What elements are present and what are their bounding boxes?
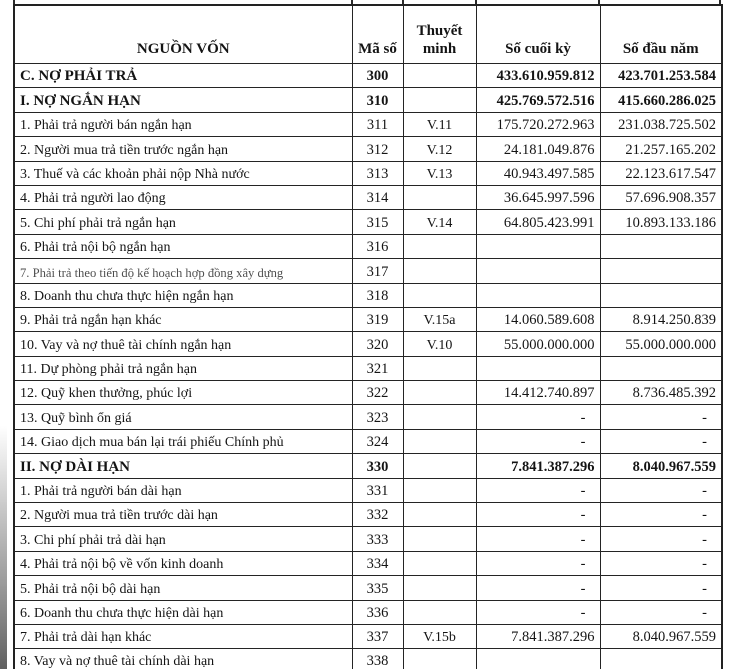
row-label: 6. Doanh thu chưa thực hiện dài hạn xyxy=(14,600,352,624)
row-end-value: 14.060.589.608 xyxy=(476,307,600,331)
table-row xyxy=(14,161,722,185)
row-note xyxy=(403,454,476,478)
row-label: 7. Phải trả dài hạn khác xyxy=(14,624,352,648)
row-note xyxy=(403,527,476,551)
row-begin-value xyxy=(600,283,722,307)
row-label: 13. Quỹ bình ổn giá xyxy=(14,405,352,429)
row-label: 8. Vay và nợ thuê tài chính dài hạn xyxy=(14,649,352,669)
row-code: 315 xyxy=(352,210,403,234)
row-end-value: - xyxy=(476,576,600,600)
row-label: 5. Chi phí phải trả ngắn hạn xyxy=(14,210,352,234)
row-begin-value: 55.000.000.000 xyxy=(600,332,722,356)
row-note: V.12 xyxy=(403,137,476,161)
row-end-value: 24.181.049.876 xyxy=(476,137,600,161)
row-note xyxy=(403,576,476,600)
row-begin-value xyxy=(600,234,722,258)
table-row xyxy=(14,454,722,478)
row-begin-value: - xyxy=(600,429,722,453)
row-label: C. NỢ PHẢI TRẢ xyxy=(14,64,352,88)
table-row xyxy=(14,576,722,600)
row-label: 4. Phải trả người lao động xyxy=(14,185,352,209)
header-account: NGUỒN VỐN xyxy=(14,5,352,64)
row-end-value: - xyxy=(476,405,600,429)
row-code: 321 xyxy=(352,356,403,380)
row-begin-value: 8.914.250.839 xyxy=(600,307,722,331)
row-code: 333 xyxy=(352,527,403,551)
row-begin-value: 231.038.725.502 xyxy=(600,112,722,136)
row-label: 11. Dự phòng phải trả ngắn hạn xyxy=(14,356,352,380)
row-label: 7. Phải trả theo tiến độ kế hoạch hợp đồng xây dựng xyxy=(14,259,352,283)
table-row xyxy=(14,259,722,283)
row-end-value: - xyxy=(476,527,600,551)
row-label: 2. Người mua trả tiền trước dài hạn xyxy=(14,503,352,527)
table-row xyxy=(14,210,722,234)
table-row xyxy=(14,307,722,331)
row-end-value: 36.645.997.596 xyxy=(476,185,600,209)
row-code: 318 xyxy=(352,283,403,307)
row-begin-value: 8.736.485.392 xyxy=(600,381,722,405)
table-row xyxy=(14,88,722,112)
row-end-value: 7.841.387.296 xyxy=(476,454,600,478)
table-row xyxy=(14,527,722,551)
row-begin-value xyxy=(600,259,722,283)
row-note xyxy=(403,478,476,502)
row-end-value: 64.805.423.991 xyxy=(476,210,600,234)
row-code: 336 xyxy=(352,600,403,624)
row-end-value: 55.000.000.000 xyxy=(476,332,600,356)
row-code: 334 xyxy=(352,551,403,575)
row-begin-value: - xyxy=(600,478,722,502)
table-row xyxy=(14,503,722,527)
table-row xyxy=(14,112,722,136)
row-label: 8. Doanh thu chưa thực hiện ngắn hạn xyxy=(14,283,352,307)
row-begin-value: 423.701.253.584 xyxy=(600,64,722,88)
row-label: 10. Vay và nợ thuê tài chính ngắn hạn xyxy=(14,332,352,356)
row-note: V.15a xyxy=(403,307,476,331)
row-code: 332 xyxy=(352,503,403,527)
row-begin-value: 8.040.967.559 xyxy=(600,624,722,648)
row-begin-value: - xyxy=(600,600,722,624)
table-row xyxy=(14,356,722,380)
row-end-value: - xyxy=(476,503,600,527)
row-note xyxy=(403,649,476,669)
row-begin-value: - xyxy=(600,551,722,575)
table-row xyxy=(14,185,722,209)
row-code: 312 xyxy=(352,137,403,161)
row-end-value xyxy=(476,356,600,380)
row-end-value xyxy=(476,259,600,283)
row-code: 322 xyxy=(352,381,403,405)
row-note: V.15b xyxy=(403,624,476,648)
row-code: 316 xyxy=(352,234,403,258)
row-note: V.10 xyxy=(403,332,476,356)
row-label: 6. Phải trả nội bộ ngắn hạn xyxy=(14,234,352,258)
row-end-value: - xyxy=(476,551,600,575)
row-note xyxy=(403,429,476,453)
row-label: 1. Phải trả người bán ngắn hạn xyxy=(14,112,352,136)
row-code: 320 xyxy=(352,332,403,356)
row-label: 2. Người mua trả tiền trước ngắn hạn xyxy=(14,137,352,161)
row-end-value xyxy=(476,234,600,258)
row-end-value xyxy=(476,649,600,669)
row-end-value: 14.412.740.897 xyxy=(476,381,600,405)
row-end-value: 40.943.497.585 xyxy=(476,161,600,185)
table-row xyxy=(14,600,722,624)
row-end-value: - xyxy=(476,478,600,502)
table-row xyxy=(14,478,722,502)
row-code: 300 xyxy=(352,64,403,88)
row-label: I. NỢ NGẮN HẠN xyxy=(14,88,352,112)
row-code: 314 xyxy=(352,185,403,209)
table-row xyxy=(14,405,722,429)
row-end-value: - xyxy=(476,600,600,624)
row-label: 12. Quỹ khen thưởng, phúc lợi xyxy=(14,381,352,405)
row-begin-value: 57.696.908.357 xyxy=(600,185,722,209)
row-label: 3. Thuế và các khoản phải nộp Nhà nước xyxy=(14,161,352,185)
row-begin-value xyxy=(600,356,722,380)
row-begin-value: 22.123.617.547 xyxy=(600,161,722,185)
row-code: 323 xyxy=(352,405,403,429)
table-row xyxy=(14,624,722,648)
row-note xyxy=(403,405,476,429)
row-code: 310 xyxy=(352,88,403,112)
row-note xyxy=(403,381,476,405)
table-row xyxy=(14,234,722,258)
row-begin-value: - xyxy=(600,503,722,527)
row-begin-value: - xyxy=(600,405,722,429)
header-note: Thuyết minh xyxy=(403,5,476,64)
row-code: 335 xyxy=(352,576,403,600)
liabilities-table xyxy=(13,4,723,669)
header-row xyxy=(14,5,722,64)
row-label: 1. Phải trả người bán dài hạn xyxy=(14,478,352,502)
row-label: 4. Phải trả nội bộ về vốn kinh doanh xyxy=(14,551,352,575)
row-note xyxy=(403,503,476,527)
header-begin-year: Số đầu năm xyxy=(600,5,722,64)
table-row xyxy=(14,283,722,307)
row-end-value: 433.610.959.812 xyxy=(476,64,600,88)
row-note xyxy=(403,283,476,307)
row-code: 313 xyxy=(352,161,403,185)
row-note xyxy=(403,551,476,575)
table-row xyxy=(14,381,722,405)
row-label: 5. Phải trả nội bộ dài hạn xyxy=(14,576,352,600)
row-note: V.13 xyxy=(403,161,476,185)
row-end-value: 7.841.387.296 xyxy=(476,624,600,648)
row-begin-value: 21.257.165.202 xyxy=(600,137,722,161)
row-end-value xyxy=(476,283,600,307)
table-header xyxy=(14,5,722,64)
row-code: 330 xyxy=(352,454,403,478)
table-body xyxy=(14,64,722,669)
row-note: V.11 xyxy=(403,112,476,136)
row-note xyxy=(403,600,476,624)
row-code: 324 xyxy=(352,429,403,453)
row-end-value: - xyxy=(476,429,600,453)
table-row xyxy=(14,429,722,453)
row-code: 319 xyxy=(352,307,403,331)
row-begin-value xyxy=(600,649,722,669)
row-note xyxy=(403,356,476,380)
row-note: V.14 xyxy=(403,210,476,234)
row-note xyxy=(403,234,476,258)
row-begin-value: 8.040.967.559 xyxy=(600,454,722,478)
table-row xyxy=(14,137,722,161)
row-end-value: 175.720.272.963 xyxy=(476,112,600,136)
row-label: 9. Phải trả ngắn hạn khác xyxy=(14,307,352,331)
row-label: II. NỢ DÀI HẠN xyxy=(14,454,352,478)
row-code: 337 xyxy=(352,624,403,648)
row-begin-value: - xyxy=(600,527,722,551)
row-note xyxy=(403,259,476,283)
row-code: 317 xyxy=(352,259,403,283)
table-row xyxy=(14,332,722,356)
row-note xyxy=(403,64,476,88)
row-code: 331 xyxy=(352,478,403,502)
row-note xyxy=(403,88,476,112)
scan-edge-shadow xyxy=(0,425,7,669)
row-begin-value: 415.660.286.025 xyxy=(600,88,722,112)
row-end-value: 425.769.572.516 xyxy=(476,88,600,112)
table-row xyxy=(14,64,722,88)
table-row xyxy=(14,551,722,575)
row-begin-value: - xyxy=(600,576,722,600)
row-label: 3. Chi phí phải trả dài hạn xyxy=(14,527,352,551)
header-code: Mã số xyxy=(352,5,403,64)
header-end-period: Số cuối kỳ xyxy=(476,5,600,64)
row-code: 338 xyxy=(352,649,403,669)
table-row xyxy=(14,649,722,669)
row-code: 311 xyxy=(352,112,403,136)
row-note xyxy=(403,185,476,209)
row-label: 14. Giao dịch mua bán lại trái phiếu Chính phủ xyxy=(14,429,352,453)
row-begin-value: 10.893.133.186 xyxy=(600,210,722,234)
